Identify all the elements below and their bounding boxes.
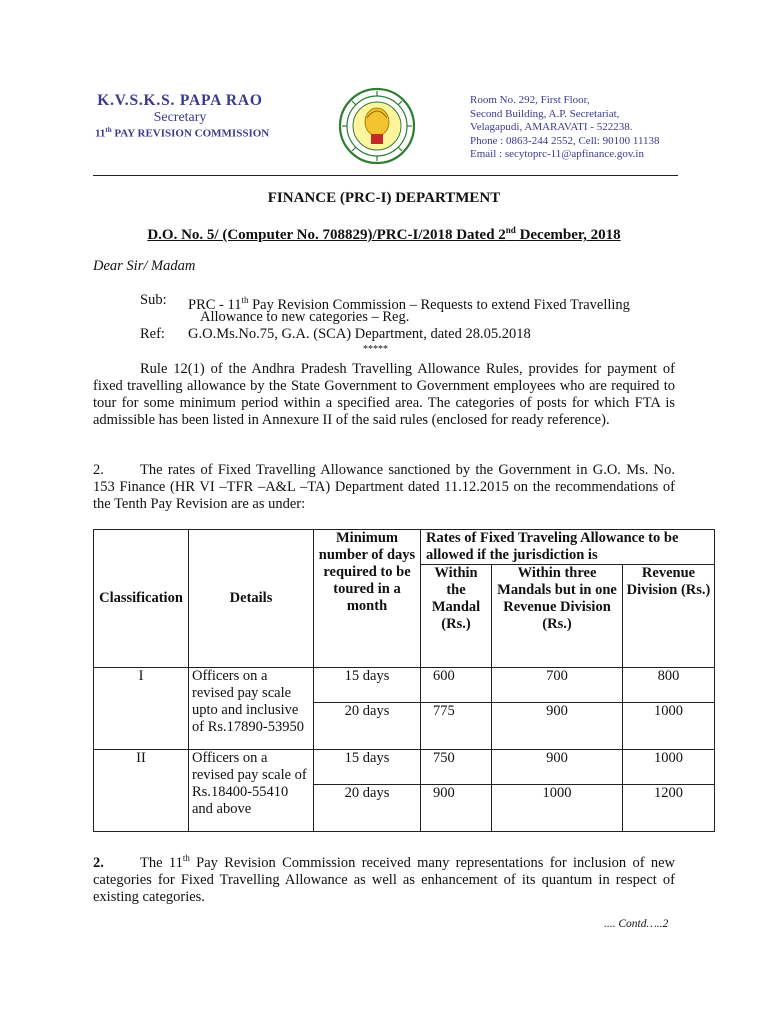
cell-within-mandal: 775	[421, 703, 492, 750]
reference-label: Ref:	[140, 326, 165, 342]
cell-within-three-mandals: 900	[492, 750, 623, 785]
cell-within-mandal: 750	[421, 750, 492, 785]
sender-organisation: 11th PAY REVISION COMMISSION	[95, 126, 270, 140]
cell-classification: II	[94, 750, 189, 832]
header-within-three-mandals: Within three Mandals but in one Revenue Division (Rs.)	[492, 565, 623, 668]
table-row	[94, 750, 715, 785]
header-within-mandal: Within the Mandal (Rs.)	[421, 565, 492, 668]
table-row	[94, 668, 715, 703]
cell-within-mandal: 600	[421, 668, 492, 703]
department-heading: FINANCE (PRC-I) DEPARTMENT	[267, 190, 501, 206]
letterhead	[93, 82, 678, 176]
cell-details: Officers on a revised pay scale of Rs.18400-55410 and above	[189, 750, 314, 832]
subject-line-1: PRC - 11th Pay Revision Commission – Requests to extend Fixed Travelling	[188, 295, 630, 313]
state-emblem-icon	[337, 82, 417, 172]
paragraph-1: Rule 12(1) of the Andhra Pradesh Travelling Allowance Rules, provides for payment of fixed travelling allowance by the State Government to Government employees who are required to tour for some minimum period within a specified area. The categories of posts for which FTA is admissible has been listed in Annexure II of the said rules (enclosed for ready reference).	[93, 361, 675, 428]
sender-title: Secretary	[153, 110, 207, 125]
paragraph-number: 2.	[93, 854, 104, 871]
header-classification: Classification	[94, 530, 189, 668]
fta-rates-table	[93, 529, 715, 832]
reference-text: G.O.Ms.No.75, G.A. (SCA) Department, dated 28.05.2018	[188, 326, 531, 342]
cell-revenue-division: 800	[623, 668, 715, 703]
subject-line-2: Allowance to new categories – Reg.	[200, 309, 410, 325]
cell-within-three-mandals: 900	[492, 703, 623, 750]
subject-label: Sub:	[140, 292, 167, 308]
cell-days: 15 days	[314, 668, 421, 703]
cell-within-three-mandals: 700	[492, 668, 623, 703]
header-rates-group: Rates of Fixed Traveling Allowance to be allowed if the jurisdiction is	[421, 530, 715, 565]
separator: *****	[363, 344, 388, 355]
paragraph-number: 2.	[93, 462, 104, 478]
cell-revenue-division: 1200	[623, 785, 715, 832]
cell-within-mandal: 900	[421, 785, 492, 832]
cell-revenue-division: 1000	[623, 703, 715, 750]
table-header-row	[94, 530, 715, 565]
sender-name: K.V.S.K.S. PAPA RAO	[97, 92, 263, 109]
cell-details: Officers on a revised pay scale upto and inclusive of Rs.17890-53950	[189, 668, 314, 750]
cell-days: 20 days	[314, 703, 421, 750]
header-minimum-days: Minimum number of days required to be toured in a month	[314, 530, 421, 668]
cell-within-three-mandals: 1000	[492, 785, 623, 832]
header-revenue-division: Revenue Division (Rs.)	[623, 565, 715, 668]
continued-note: .... Contd…..2	[604, 918, 669, 930]
paragraph-2: 2. The rates of Fixed Travelling Allowance sanctioned by the Government in G.O. Ms. No. 153 Finance (HR VI –TFR –A&L –TA) Department dated 11.12.2015 on the recommendations of the Tenth Pay Revision are as under:	[93, 462, 675, 512]
header-details: Details	[189, 530, 314, 668]
sender-block	[95, 92, 270, 140]
salutation: Dear Sir/ Madam	[93, 258, 196, 274]
cell-revenue-division: 1000	[623, 750, 715, 785]
do-reference-heading: D.O. No. 5/ (Computer No. 708829)/PRC-I/2018 Dated 2nd December, 2018	[147, 225, 621, 243]
sender-address: Room No. 292, First Floor, Second Building, A.P. Secretariat, Velagapudi, AMARAVATI - 522238. Phone : 0863-244 2552, Cell: 90100 11138 Email : secytoprc-11@apfinance.gov.in	[470, 94, 660, 160]
sender-email: Email : secytoprc-11@apfinance.gov.in	[470, 148, 644, 160]
paragraph-3: 2. The 11th Pay Revision Commission received many representations for inclusion of new categories for Fixed Travelling Allowance as well as enhancement of its quantum in respect of existing categories.	[93, 853, 675, 905]
cell-classification: I	[94, 668, 189, 750]
cell-days: 15 days	[314, 750, 421, 785]
cell-days: 20 days	[314, 785, 421, 832]
